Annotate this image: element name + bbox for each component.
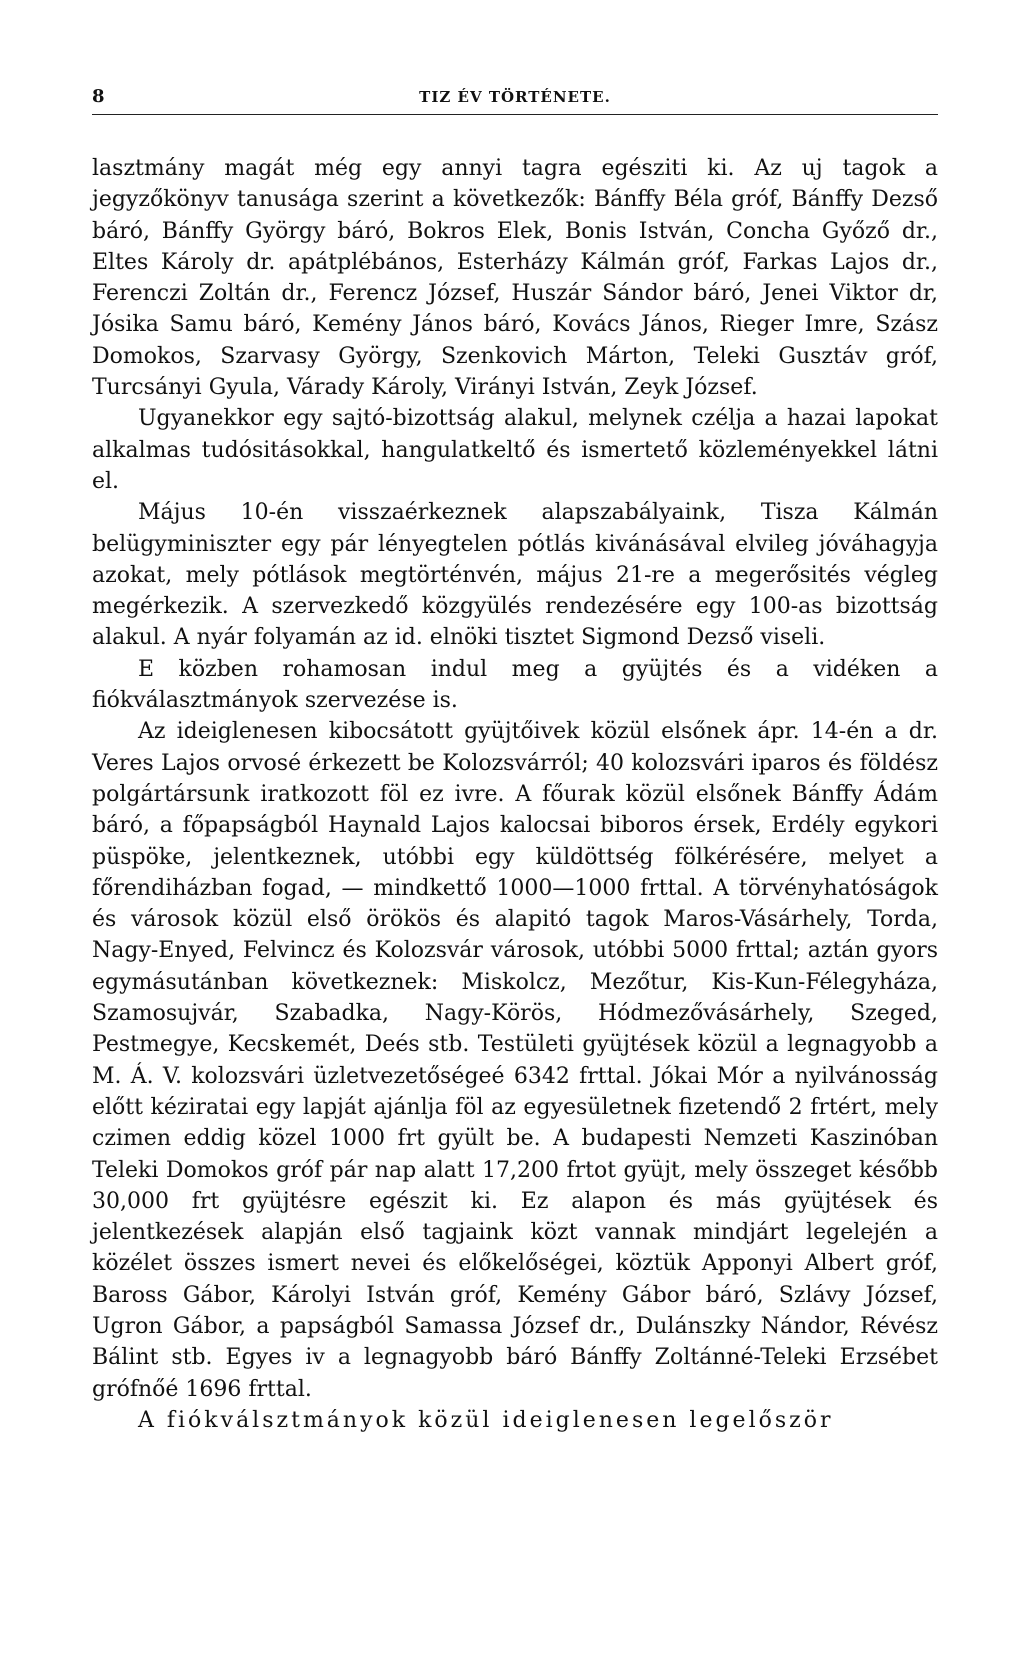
paragraph-1: lasztmány magát még egy annyi tagra egésziti ki. Az uj tagok a jegyzőkönyv tanusága szerint a következők: Bánffy Béla gróf, Bánffy Dezső báró, Bánffy György báró, Bokros Elek, Bonis István, Concha Győző dr., Eltes Károly dr. apátplébános, Esterházy Kálmán gróf, Farkas Lajos dr., Ferenczi Zoltán dr., Ferencz József, Huszár Sándor báró, Jenei Viktor dr, Jósika Samu báró, Kemény János báró, Kovács János, Rieger Imre, Szász Domokos, Szarvasy György, Szenkovich Márton, Teleki Gusztáv gróf, Turcsányi Gyula, Várady Károly, Virányi István, Zeyk József. (92, 156, 938, 401)
running-title: TIZ ÉV TÖRTÉNETE. (419, 88, 611, 106)
paragraph-5: Az ideiglenesen kibocsátott gyüjtőivek közül elsőnek ápr. 14-én a dr. Veres Lajos orvosé érkezett be Kolozsvárról; 40 kolozsvári iparos és földész polgártársunk iratkozott föl ez ivre. A főurak közül elsőnek Bánffy Ádám báró, a főpapságból Haynald Lajos kalocsai biboros érsek, Erdély egykori püspöke, jelentkeznek, utóbbi egy küldöttség fölkérésére, melyet a főrendiházban fogad, — mindkettő 1000—1000 frttal. A törvényhatóságok és városok közül első örökös és alapitó tagok Maros-Vásárhely, Torda, Nagy-Enyed, Felvincz és Kolozsvár városok, utóbbi 5000 frttal; aztán gyors egymásutánban következnek: Miskolcz, Mezőtur, Kis-Kun-Félegyháza, Szamosujvár, Szabadka, Nagy-Körös, Hódmezővásárhely, Szeged, Pestmegye, Kecskemét, Deés stb. Testületi gyüjtések közül a legnagyobb a M. Á. V. kolozsvári üzletvezetőségeé 6342 frttal. Jókai Mór a nyilvánosság előtt kéziratai egy lapját ajánlja föl az egyesületnek fizetendő 2 frtért, mely czimen eddig közel 1000 frt gyült be. A budapesti Nemzeti Kaszinóban Teleki Domokos gróf pár nap alatt 17,200 frtot gyüjt, mely összeget később 30,000 frt gyüjtésre egészit ki. Ez alapon és más gyüjtések és jelentkezések alapján első tagjaink közt vannak mindjárt legelején a közélet összes ismert nevei és előkelőségei, köztük Apponyi Albert gróf, Baross Gábor, Károlyi István gróf, Kemény Gábor báró, Szlávy József, Ugron Gábor, a papságból Samassa József dr., Dulánszky Nándor, Révész Bálint stb. Egyes iv a legnagyobb báró Bánffy Zoltánné-Teleki Erzsébet grófnőé 1696 frttal. (92, 719, 938, 1402)
body-text (92, 153, 938, 1436)
book-page (92, 80, 938, 1436)
paragraph-2: Ugyanekkor egy sajtó-bizottság alakul, melynek czélja a hazai lapokat alkalmas tudósitásokkal, hangulatkeltő és ismertető közleményekkel látni el. (92, 406, 938, 494)
page-header (92, 80, 938, 115)
paragraph-6: A fiókválsztmányok közül ideiglenesen legelőször (138, 1407, 834, 1433)
page-number: 8 (92, 86, 105, 107)
paragraph-4: E közben rohamosan indul meg a gyüjtés és a vidéken a fiókválasztmányok szervezése is. (92, 656, 938, 714)
paragraph-3: Május 10-én visszaérkeznek alapszabályaink, Tisza Kálmán belügyminiszter egy pár lényegtelen pótlás kivánásával elvileg jóváhagyja azokat, mely pótlások megtörténvén, május 21-re a megerősités végleg megérkezik. A szervezkedő közgyülés rendezésére egy 100-as bizottság alakul. A nyár folyamán az id. elnöki tisztet Sigmond Dezső viseli. (92, 500, 938, 651)
